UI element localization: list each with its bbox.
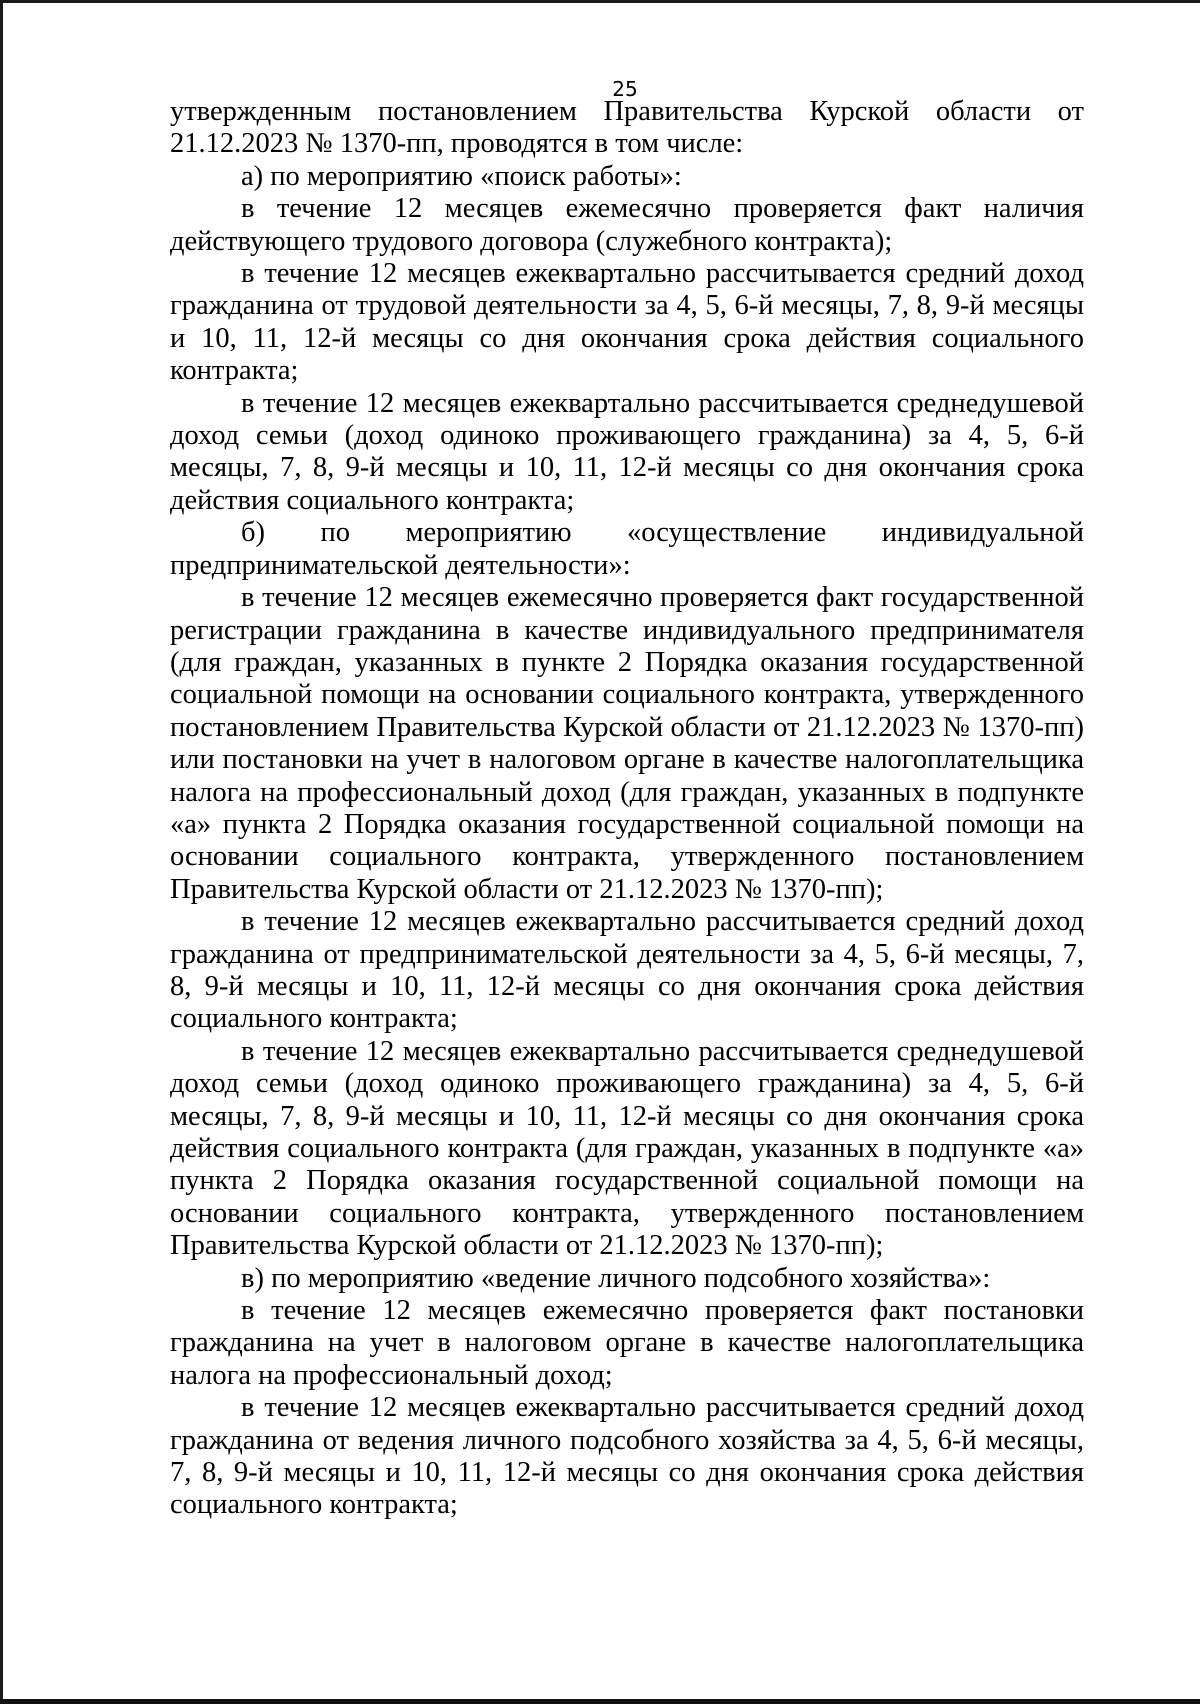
paragraph: в течение 12 месяцев ежеквартально рассчитывается средний доход гражданина от предпринимательской деятельности за 4, 5, 6-й месяцы, 7, 8, 9-й месяцы и 10, 11, 12-й месяцы со дня окончания срока действия социального контракта; — [170, 906, 1084, 1035]
paragraph: а) по мероприятию «поиск работы»: — [241, 160, 682, 192]
paragraph: в течение 12 месяцев ежеквартально рассчитывается средний доход гражданина от трудовой деятельности за 4, 5, 6-й месяцы, 7, 8, 9-й месяцы и 10, 11, 12-й месяцы со дня окончания срока действия социального контракта; — [170, 258, 1084, 387]
paragraph: в течение 12 месяцев ежемесячно проверяется факт постановки гражданина на учет в налоговом органе в качестве налогоплательщика налога на профессиональный доход; — [170, 1295, 1084, 1391]
paragraph: в) по мероприятию «ведение личного подсобного хозяйства»: — [241, 1262, 991, 1294]
page-number: 25 — [612, 77, 638, 101]
document-body — [170, 96, 1084, 1522]
scan-edge-bottom — [0, 1699, 1200, 1704]
paragraph: в течение 12 месяцев ежемесячно проверяется факт наличия действующего трудового договора (служебного контракта); — [170, 193, 1084, 257]
scan-edge-left — [0, 0, 3, 1704]
paragraph: утвержденным постановлением Правительства Курской области от 21.12.2023 № 1370-пп, проводятся в том числе: — [170, 96, 1084, 160]
scan-edge-top — [0, 0, 1200, 3]
paragraph: в течение 12 месяцев ежеквартально рассчитывается среднедушевой доход семьи (доход одиноко проживающего гражданина) за 4, 5, 6-й месяцы, 7, 8, 9-й месяцы и 10, 11, 12-й месяцы со дня окончания срока действия социального контракта; — [170, 387, 1084, 516]
paragraph: в течение 12 месяцев ежеквартально рассчитывается средний доход гражданина от ведения личного подсобного хозяйства за 4, 5, 6-й месяцы, 7, 8, 9-й месяцы и 10, 11, 12-й месяцы со дня окончания срока действия социального контракта; — [170, 1392, 1084, 1521]
paragraph: в течение 12 месяцев ежеквартально рассчитывается среднедушевой доход семьи (доход одиноко проживающего гражданина) за 4, 5, 6-й месяцы, 7, 8, 9-й месяцы и 10, 11, 12-й месяцы со дня окончания срока действия социального контракта (для граждан, указанных в подпункте «а» пункта 2 Порядка оказания государственной социальной помощи на основании социального контракта, утвержденного постановлением Правительства Курской области от 21.12.2023 № 1370-пп); — [170, 1035, 1084, 1262]
paragraph: б) по мероприятию «осуществление индивидуальной предпринимательской деятельности»: — [170, 517, 1084, 581]
paragraph: в течение 12 месяцев ежемесячно проверяется факт государственной регистрации гражданина в качестве индивидуального предпринимателя (для граждан, указанных в пункте 2 Порядка оказания государственной социальной помощи на основании социального контракта, утвержденного постановлением Правительства Курской области от 21.12.2023 № 1370-пп) или постановки на учет в налоговом органе в качестве налогоплательщика налога на профессиональный доход (для граждан, указанных в подпункте «а» пункта 2 Порядка оказания государственной социальной помощи на основании социального контракта, утвержденного постановлением Правительства Курской области от 21.12.2023 № 1370-пп); — [170, 582, 1084, 905]
